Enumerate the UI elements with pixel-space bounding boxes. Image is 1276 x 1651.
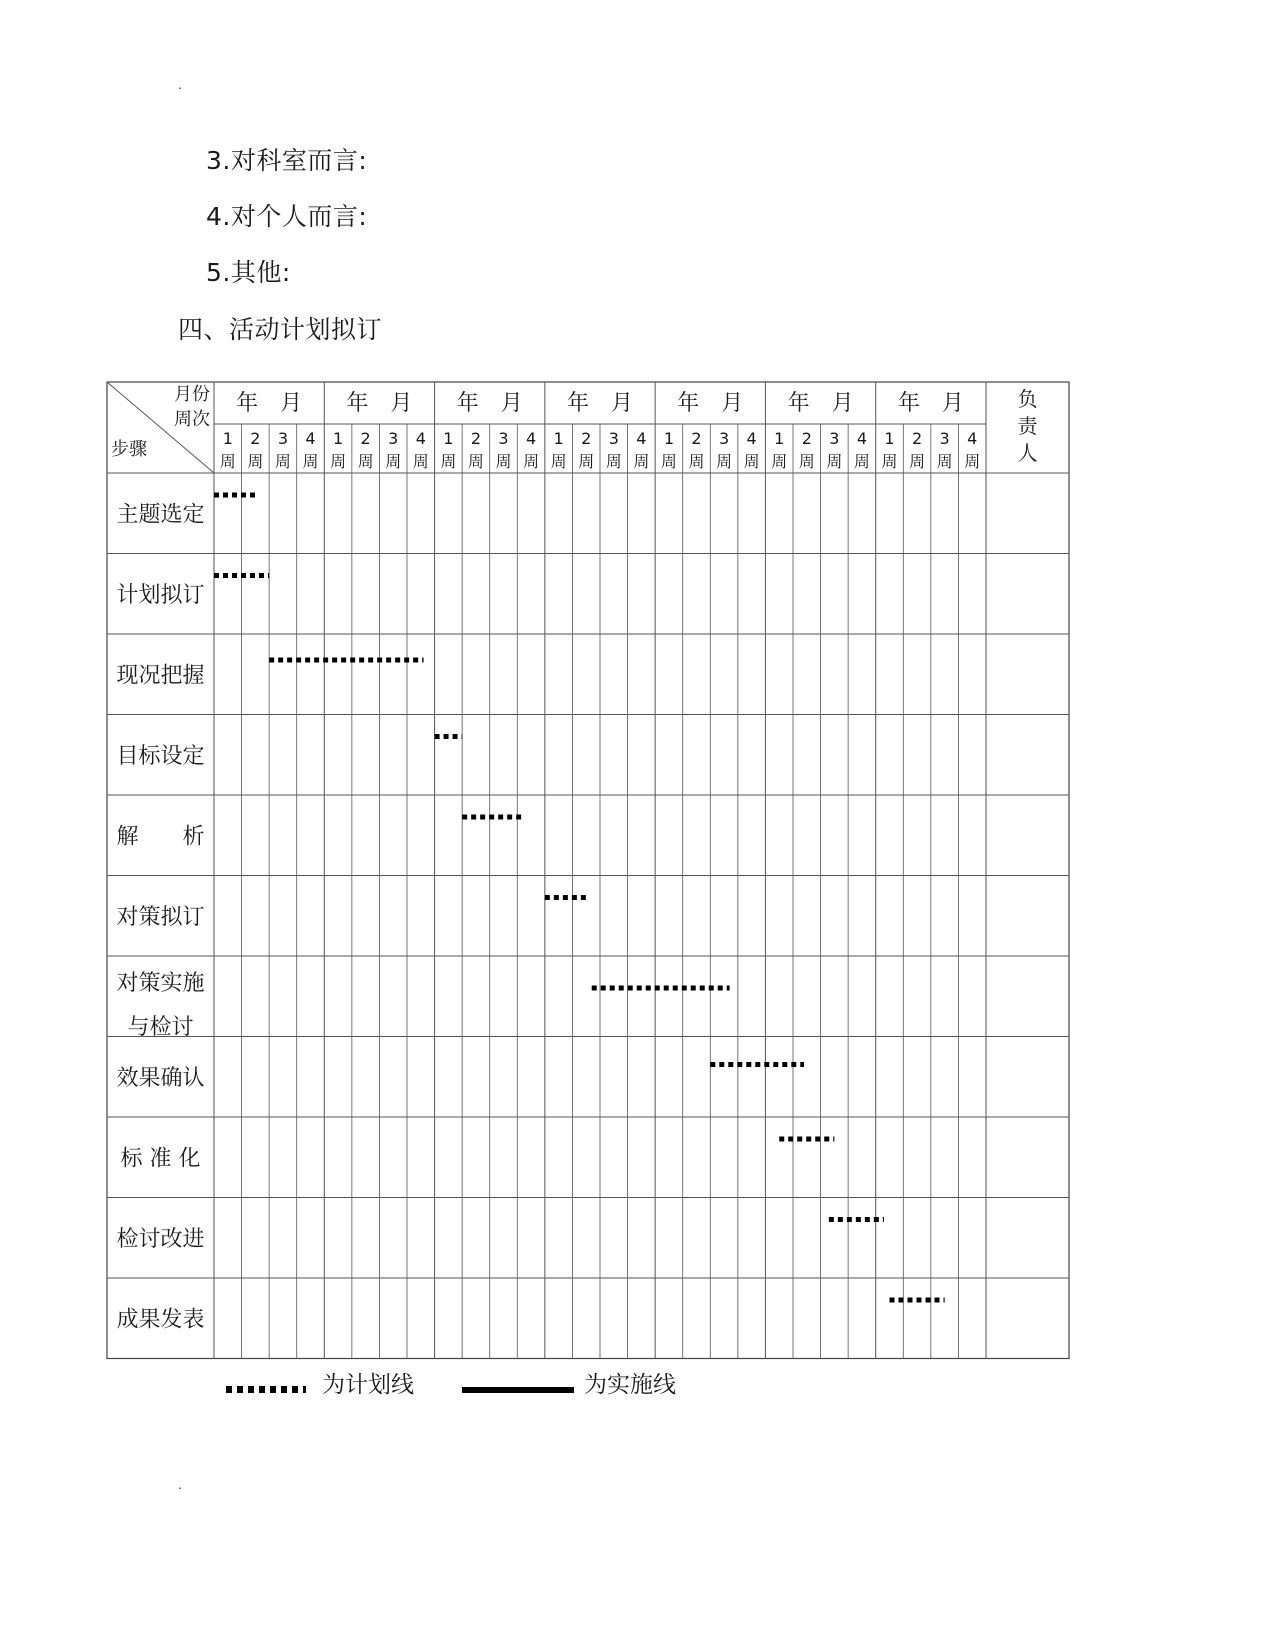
week-unit: 周 [660, 452, 677, 471]
step-label: 成果发表 [116, 1307, 205, 1333]
week-unit: 周 [936, 452, 953, 471]
week-number: 2 [801, 429, 812, 448]
week-unit: 周 [605, 452, 622, 471]
week-number: 4 [525, 429, 537, 448]
month-label: 年 月 [566, 391, 634, 416]
week-unit: 周 [909, 452, 926, 471]
section-line-3: 3.对科室而言: [206, 146, 368, 175]
week-number: 1 [332, 429, 344, 448]
week-number: 3 [608, 429, 619, 448]
month-label: 年 月 [236, 391, 303, 416]
week-unit: 周 [219, 452, 236, 471]
week-number: 1 [443, 429, 454, 448]
week-unit: 周 [743, 452, 760, 471]
legend-actual-line-sample [462, 1387, 574, 1393]
page-mark-top: . [178, 78, 182, 92]
page-mark-bottom: . [178, 1478, 182, 1492]
week-unit: 周 [302, 452, 319, 471]
week-number: 4 [856, 429, 868, 448]
legend-actual-label: 为实施线 [584, 1372, 676, 1398]
corner-label-step: 步骤 [111, 439, 147, 460]
week-number: 3 [277, 429, 289, 448]
week-number: 2 [470, 429, 482, 448]
week-number: 1 [222, 429, 233, 448]
step-label: 计划拟订 [116, 582, 205, 608]
month-label: 年 月 [346, 391, 413, 416]
corner-label-month: 月份 [174, 384, 210, 405]
week-unit: 周 [357, 452, 374, 471]
week-unit: 周 [688, 452, 705, 471]
week-number: 3 [498, 429, 509, 448]
week-number: 3 [718, 429, 730, 448]
week-number: 3 [829, 429, 840, 448]
week-number: 4 [415, 429, 426, 448]
section-line-4: 4.对个人而言: [206, 202, 368, 231]
week-unit: 周 [330, 452, 347, 471]
week-unit: 周 [826, 452, 843, 471]
week-number: 1 [553, 429, 564, 448]
week-number: 2 [581, 429, 592, 448]
week-unit: 周 [853, 452, 870, 471]
legend-plan-line-sample [226, 1386, 306, 1393]
section-line-5: 5.其他: [206, 258, 291, 287]
week-number: 4 [636, 429, 647, 448]
week-number: 4 [746, 429, 757, 448]
week-number: 1 [774, 429, 785, 448]
step-label: 标 准 化 [120, 1146, 201, 1172]
step-label: 目标设定 [116, 743, 205, 769]
week-number: 2 [911, 429, 923, 448]
section-heading: 四、活动计划拟订 [178, 315, 383, 344]
week-number: 1 [663, 429, 675, 448]
week-number: 2 [360, 429, 371, 448]
week-number: 4 [305, 429, 316, 448]
week-unit: 周 [578, 452, 595, 471]
week-number: 4 [967, 429, 978, 448]
week-unit: 周 [412, 452, 429, 471]
owner-header-char: 责 [1017, 414, 1038, 438]
corner-label-week: 周次 [174, 409, 210, 430]
owner-header-char: 负 [1017, 387, 1038, 411]
week-unit: 周 [495, 452, 512, 471]
step-label: 主题选定 [116, 502, 205, 528]
month-label: 年 月 [897, 391, 964, 416]
week-unit: 周 [771, 452, 788, 471]
week-unit: 周 [440, 452, 457, 471]
step-label: 效果确认 [116, 1065, 205, 1091]
week-unit: 周 [247, 452, 264, 471]
owner-header-char: 人 [1017, 441, 1038, 465]
week-unit: 周 [523, 452, 540, 471]
week-unit: 周 [798, 452, 815, 471]
week-unit: 周 [274, 452, 291, 471]
week-number: 3 [388, 429, 399, 448]
month-label: 年 月 [456, 391, 523, 416]
week-unit: 周 [385, 452, 402, 471]
week-unit: 周 [550, 452, 567, 471]
month-label: 年 月 [787, 391, 854, 416]
week-unit: 周 [964, 452, 981, 471]
step-label-line2: 与检讨 [127, 1015, 194, 1040]
week-number: 2 [691, 429, 702, 448]
month-label: 年 月 [677, 391, 744, 416]
week-unit: 周 [633, 452, 650, 471]
week-number: 1 [884, 429, 895, 448]
legend-plan-label: 为计划线 [322, 1372, 414, 1398]
step-label: 检讨改进 [116, 1226, 205, 1252]
week-unit: 周 [881, 452, 898, 471]
week-unit: 周 [467, 452, 484, 471]
week-number: 3 [939, 429, 950, 448]
step-label: 现况把握 [116, 663, 205, 689]
week-number: 2 [250, 429, 261, 448]
week-unit: 周 [716, 452, 733, 471]
step-label-line1: 对策实施 [116, 971, 205, 996]
table-border [107, 382, 1069, 1359]
step-label: 解 析 [116, 824, 205, 850]
step-label: 对策拟订 [116, 904, 205, 930]
